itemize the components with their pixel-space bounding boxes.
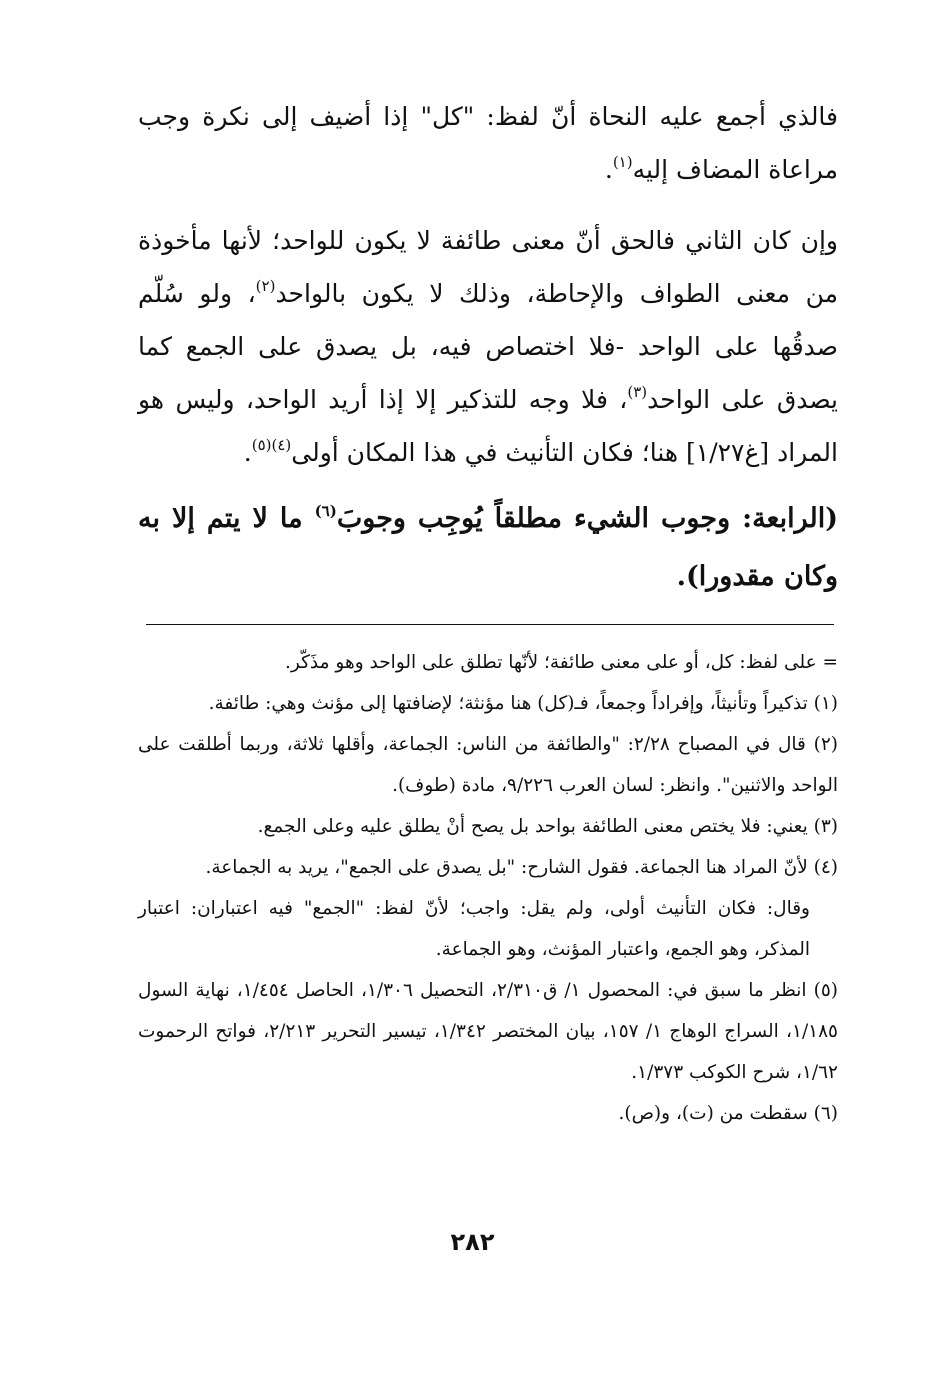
footnote-1: (١) تذكيراً وتأنيثاً، وإفراداً وجمعاً، فـ(كل) هنا مؤنثة؛ لإضافتها إلى مؤنث وهي: طائفة. (208, 693, 838, 714)
paragraph-2-text-a: وإن كان الثاني فالحق أنّ معنى طائفة لا يكون للواحد؛ لأنها مأخوذة من معنى الطواف والإحاطة، وذلك لا يكون بالواحد (138, 226, 838, 308)
paragraph-3-text-b: ما لا يتم إلا به وكان مقدورا). (138, 503, 838, 592)
footnote-ref-2[interactable]: (٢) (255, 277, 276, 295)
page-number: ٢٨٢ (450, 1228, 495, 1256)
footnotes-section (138, 642, 838, 1134)
body-paragraph-2 (138, 214, 838, 479)
footnote-4: (٤) لأنّ المراد هنا الجماعة. فقول الشارح: "بل يصدق على الجمع"، يريد به الجماعة. (205, 857, 838, 878)
footnote-ref-6[interactable]: (٦) (314, 502, 337, 520)
footnote-ref-4-5[interactable]: (٤)(٥) (251, 436, 292, 454)
body-paragraph-3-heading (138, 490, 838, 606)
footnote-5: (٥) انظر ما سبق في: المحصول ١/ ق٢/٣١٠، التحصيل ١/٣٠٦، الحاصل ١/٤٥٤، نهاية السول ١/١٨٥، السراج الوهاج ١/ ١٥٧، بيان المختصر ١/٣٤٢، تيسير التحرير ٢/٢١٣، فواتح الرحموت ١/٦٢، شرح الكوكب ١/٣٧٣. (138, 980, 838, 1083)
footnote-3: (٣) يعني: فلا يختص معنى الطائفة بواحد بل يصح أنْ يطلق عليه وعلى الجمع. (257, 816, 838, 837)
body-paragraph-1 (138, 90, 838, 196)
footnote-6: (٦) سقطت من (ت)، و(ص). (618, 1103, 838, 1124)
footnote-ref-1[interactable]: (١) (612, 153, 633, 171)
footnote-2: (٢) قال في المصباح ٢/٢٨: "والطائفة من الناس: الجماعة، وأقلها ثلاثة، وربما أطلقت على الواحد والاثنين". وانظر: لسان العرب ٩/٢٢٦، مادة (طوف). (138, 734, 838, 796)
footnote-divider (146, 624, 834, 625)
paragraph-3-text-a: (الرابعة: وجوب الشيء مطلقاً يُوجِب وجوبَ (336, 503, 838, 534)
footnote-4-continuation: وقال: فكان التأنيث أولى، ولم يقل: واجب؛ لأنّ لفظ: "الجمع" فيه اعتباران: اعتبار المذكر، وهو الجمع، واعتبار المؤنث، وهو الجماعة. (138, 898, 810, 960)
paragraph-2-text-b: ، ولو سُلّم صدقُها على الواحد -فلا اختصاص فيه، بل يصدق على الجمع كما يصدق على الواحد (138, 279, 838, 414)
paragraph-1-end: . (604, 155, 613, 184)
paragraph-1-text: فالذي أجمع عليه النحاة أنّ لفظ: "كل" إذا أضيف إلى نكرة وجب مراعاة المضاف إليه (138, 102, 838, 184)
paragraph-2-text-c: ، فلا وجه للتذكير إلا إذا أريد الواحد، وليس هو المراد [غ١/٢٧] هنا؛ فكان التأنيث في هذا المكان أولى (138, 385, 838, 467)
footnote-ref-3[interactable]: (٣) (627, 383, 648, 401)
footnote-continuation: = على لفظ: كل، أو على معنى طائفة؛ لأنّها تطلق على الواحد وهو مذَكّر. (285, 652, 838, 673)
paragraph-2-end: . (243, 438, 252, 467)
